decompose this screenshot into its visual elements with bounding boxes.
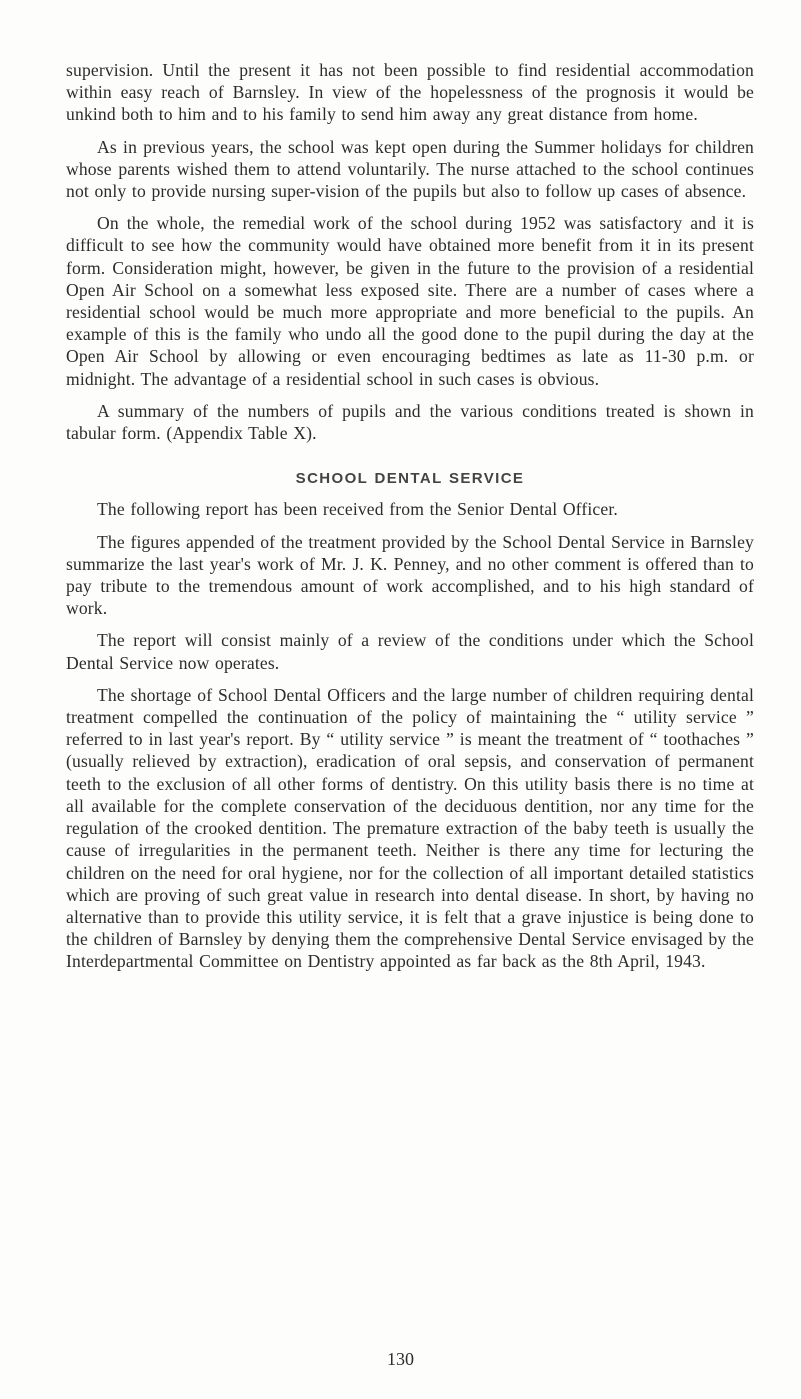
body-text — [66, 59, 754, 983]
paragraph-dental-report-intro: The following report has been received from the Senior Dental Officer. — [97, 499, 618, 520]
page-number: 130 — [387, 1349, 414, 1369]
paragraph-dental-figures: The figures appended of the treatment provided by the School Dental Service in Barnsley summarize the last year's work of Mr. J. K. Penney, and no other comment is offered than to pay tribute to the tremendous amount of work accomplished, and to his high standard of work. — [66, 531, 754, 619]
paragraph-remedial-work: On the whole, the remedial work of the school during 1952 was satisfactory and it is difficult to see how the community would have obtained more benefit from it in its present form. Consideration might, however, be given in the future to the provision of a residential Open Air School on a somewhat less exposed site. There are a number of cases where a residential school would be much more appropriate and more beneficial to the pupils. An example of this is the family who undo all the good done to the pupil during the day at the Open Air School by allowing or even encouraging bedtimes as late as 11-30 p.m. or midnight. The advantage of a residential school in such cases is obvious. — [66, 213, 754, 389]
paragraph-dental-review: The report will consist mainly of a review of the conditions under which the School Dental Service now operates. — [66, 630, 754, 673]
paragraph-utility-service: The shortage of School Dental Officers and the large number of children requiring dental treatment compelled the continuation of the policy of maintaining the “ utility service ” referred to in last year's report. By “ utility service ” is meant the treatment of “ toothaches ” (usually relieved by extraction), eradication of oral sepsis, and conservation of permanent teeth to the exclusion of all other forms of dentistry. On this utility basis there is no time at all available for the complete conservation of the deciduous dentition, nor any time for the regulation of the crooked dentition. The premature extraction of the baby teeth is usually the cause of irregularities in the permanent teeth. Neither is there any time for lecturing the children on the need for oral hygiene, nor for the collection of all important detailed statistics which are proving of such great value in research into dental disease. In short, by having no alternative than to provide this utility service, it is felt that a grave injustice is being done to the children of Barnsley by denying them the comprehensive Dental Service envisaged by the Interdepartmental Committee on Dentistry appointed as far back as the 8th April, 1943. — [66, 684, 754, 972]
paragraph-continuation: supervision. Until the present it has not been possible to find residential accommodation within easy reach of Barnsley. In view of the hopelessness of the prognosis it would be unkind both to him and to his family to send him away any great distance from home. — [66, 60, 754, 125]
section-heading: SCHOOL DENTAL SERVICE — [295, 470, 525, 488]
paragraph-summer-holidays: As in previous years, the school was kept open during the Summer holidays for children whose parents wished them to attend voluntarily. The nurse attached to the school continues not only to provide nursing super-vision of the pupils but also to follow up cases of absence. — [66, 136, 754, 202]
paragraph-summary-appendix: A summary of the numbers of pupils and the various conditions treated is shown in tabular form. (Appendix Table X). — [66, 400, 754, 444]
